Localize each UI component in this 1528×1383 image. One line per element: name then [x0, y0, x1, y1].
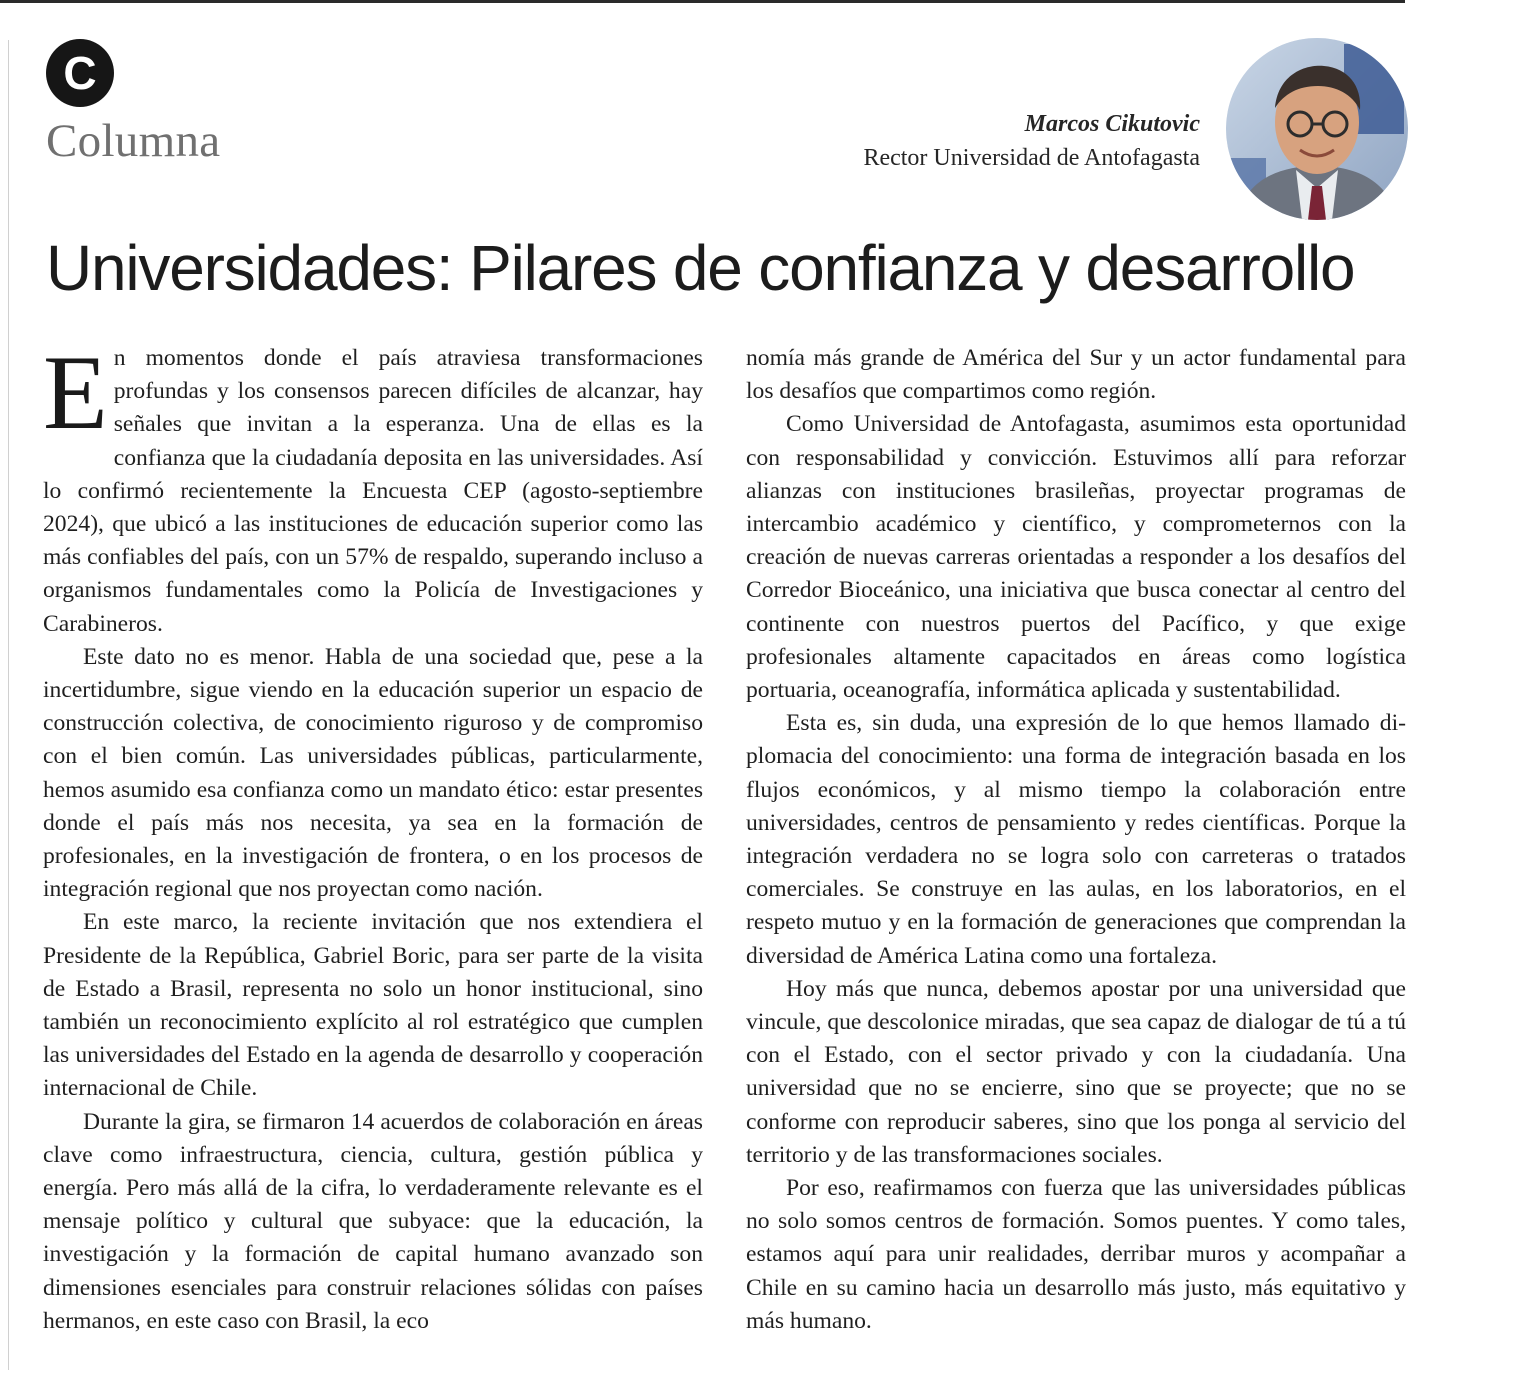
article-paragraph-3: En este marco, la reciente invitación que nos extendiera el Presidente de la República, Gabriel Boric, para ser parte de la visita de Estado a Brasil, representa no solo un honor institucional, sino también un reconocimiento explícito al rol estratégico que cumplen las universidades del Estado en la agenda de desarrollo y cooperación internacional de Chile. — [43, 909, 703, 1102]
article-paragraph-8: Por eso, reafirmamos con fuerza que las universidades públicas no solo somos centros de formación. Somos puentes. Y como tales, estamos aquí para unir realidades, derribar muros y acompañar a Chile en su camino hacia un desarrollo más justo, más equitativo y más humano. — [746, 1175, 1406, 1334]
article-paragraph-6: Esta es, sin duda, una expresión de lo que hemos llamado diplomacia del conocimiento: una forma de integración basada en los flujos económicos, y al mismo tiempo la colaboración entre universidades, centros de pensamiento y redes científicas. Porque la integración verdadera no se logra solo con carreteras o tratados comerciales. Se construye en las aulas, en los laboratorios, en el respeto mutuo y en la formación de generaciones que comprendan la diversidad de América Latina como una fortaleza. — [746, 710, 1406, 969]
author-portrait-icon — [1226, 38, 1408, 220]
article-paragraph-7: Hoy más que nunca, debemos apostar por una universidad que vincule, que descolonice miradas, que sea capaz de dialogar de tú a tú con el Estado, con el sector privado y con la ciudadanía. Una universidad que no se encierre, sino que se proyecte; que no se conforme con reproducir saberes, sino que los ponga al servicio del territorio y de las transformaciones sociales. — [746, 975, 1406, 1168]
author-name: Marcos Cikutovic — [1024, 111, 1200, 137]
article-paragraph-2: Este dato no es menor. Habla de una sociedad que, pese a la incertidumbre, sigue viendo en la educación superior un espacio de construcción colectiva, de conocimiento riguroso y de compromiso con el bien común. Las universidades públicas, particularmente, hemos asumido esa confianza como un mandato ético: estar presentes donde el país más nos necesita, ya sea en la formación de profesionales, en la investigación de frontera, o en los procesos de integración regional que nos proyectan como nación. — [43, 643, 703, 903]
article-column-left — [43, 334, 703, 1338]
column-logo — [46, 39, 114, 107]
top-rule — [0, 0, 1405, 3]
article-paragraph-1 — [43, 334, 703, 641]
author-role: Rector Universidad de Antofagasta — [863, 145, 1200, 171]
article-paragraph-4-end: nomía más grande de América del Sur y un actor fundamental para los desafíos que compartimos como región. — [746, 345, 1406, 405]
logo-letter: C — [63, 47, 97, 99]
headline: Universidades: Pilares de confianza y desarrollo — [46, 232, 1355, 304]
paragraph-1-text: n momentos donde el país atraviesa transformaciones profundas y los consensos parecen difíciles de alcanzar, hay señales que invitan a la esperanza. Una de ellas es la confianza que la ciudadanía deposita en las universidades. Así lo confirmó recientemente la Encuesta CEP (agosto-septiembre 2024), que ubicó a las instituciones de educación superior como las más confiables del país, con un 57% de respaldo, superando incluso a organismos fundamentales como la Policía de Investigaciones y Carabineros. — [43, 345, 703, 637]
article-column-right — [746, 342, 1406, 1338]
article-paragraph-4-start: Durante la gira, se firmaron 14 acuerdos de colaboración en áreas clave como infraestructura, ciencia, cultura, gestión pública y energía. Pero más allá de la cifra, lo verdaderamente relevante es el mensaje político y cultural que subyace: que la educación, la investigación y la formación de capital humano avanzado son dimensiones esenciales para construir relaciones sólidas con países hermanos, en este caso con Brasil, la eco — [43, 1108, 703, 1334]
drop-cap: E — [43, 334, 108, 451]
article-paragraph-5: Como Universidad de Antofagasta, asumimos esta oportunidad con responsabilidad y convicción. Estuvimos allí para reforzar alianzas con instituciones brasileñas, proyectar programas de intercambio académico y científico, y comprometernos con la creación de nuevas carreras orientadas a responder a los desafíos del Corredor Bioceánico, una iniciativa que busca conectar al centro del continente con nuestros puertos del Pacífico, y que exige profesionales altamente capacitados en áreas como logística portuaria, oceanografía, informática aplicada y sustentabilidad. — [746, 411, 1406, 704]
left-margin-rule — [8, 40, 9, 1370]
author-photo — [1226, 38, 1408, 220]
section-title: Columna — [46, 115, 221, 167]
